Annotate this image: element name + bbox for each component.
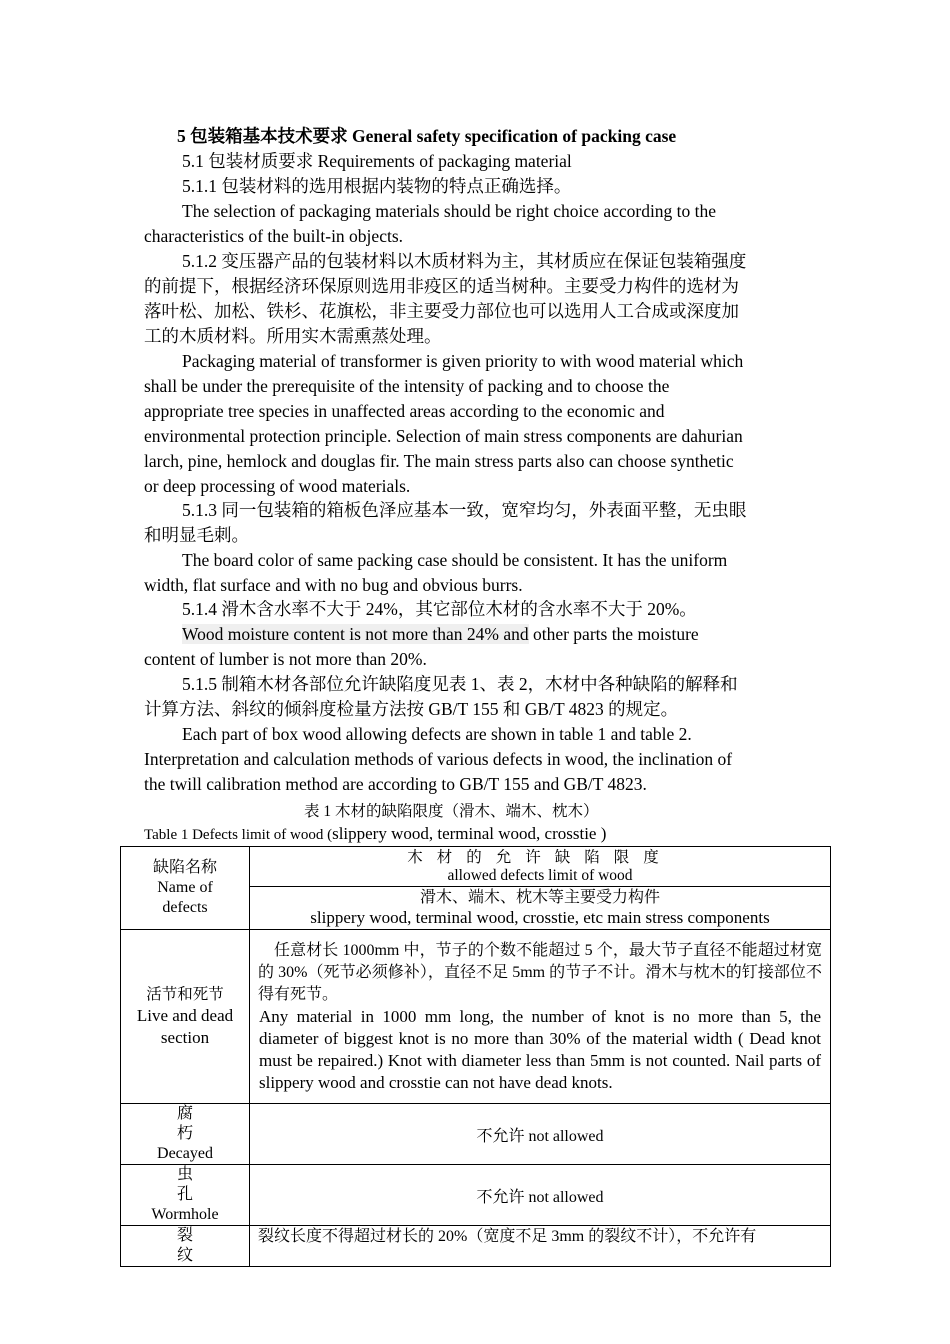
para-5-1-2-en-line: environmental protection principle. Selection of main stress components are dahurian (144, 426, 743, 446)
para-5-1-3-en-line: The board color of same packing case should be consistent. It has the uniform (182, 550, 728, 570)
defect-name-cn: 腐朽 (176, 1105, 235, 1142)
defect-name-cell (121, 1165, 250, 1226)
column-header-defect-name (121, 847, 250, 930)
table-caption-en-part: Table 1 Defects limit of wood ( (144, 827, 333, 843)
header-cn: 木材的允许缺陷限度 (407, 848, 673, 866)
para-5-1-1-en-line: The selection of packaging materials should be right choice according to the (182, 201, 717, 221)
para-5-1-5-en-line: Each part of box wood allowing defects are shown in table 1 and table 2. (182, 724, 692, 744)
defect-name-en: Decayed (157, 1145, 213, 1162)
defect-name-en: Live and dead section (136, 1005, 234, 1047)
defect-name-cn: 裂纹 (176, 1227, 235, 1264)
limit-cn: 裂纹长度不得超过材长的 20%（宽度不足 3mm 的裂纹不计），不允许有 (258, 1228, 757, 1245)
para-5-1-2-cn-line: 5.1.2 变压器产品的包装材料以木质材料为主，其材质应在保证包装箱强度 (182, 251, 747, 271)
column-header-allowed (250, 847, 831, 887)
column-subheader-components (250, 887, 831, 930)
defects-table (120, 846, 831, 1267)
para-5-1-3-en-line: width, flat surface and with no bug and obvious burrs. (144, 575, 523, 595)
para-5-1-5-cn-line: 5.1.5 制箱木材各部位允许缺陷度见表 1、表 2，木材中各种缺陷的解释和 (182, 674, 738, 694)
defect-limit-cell: 不允许 not allowed (250, 1104, 831, 1165)
header-en: allowed defects limit of wood (447, 866, 633, 884)
table-row (121, 1165, 831, 1226)
table-caption-en (144, 824, 606, 844)
para-5-1-1-cn: 5.1.1 包装材料的选用根据内装物的特点正确选择。 (182, 176, 572, 196)
table-caption-en-part: slippery wood, terminal wood, crosstie ) (332, 824, 607, 843)
para-5-1-4-en-line: content of lumber is not more than 20%. (144, 649, 427, 669)
table-row (121, 1226, 831, 1267)
para-5-1-2-cn-line: 落叶松、加松、铁杉、花旗松，非主要受力部位也可以选用人工合成或深度加 (144, 301, 739, 321)
para-5-1-2-en-line: or deep processing of wood materials. (144, 476, 411, 496)
para-5-1-5-en-line: the twill calibration method are according to GB/T 155 and GB/T 4823. (144, 774, 647, 794)
defect-name-cell (121, 1104, 250, 1165)
para-5-1-2-cn-line: 的前提下，根据经济环保原则选用非疫区的适当树种。主要受力构件的选材为 (144, 276, 739, 296)
defect-limit-cell (250, 930, 831, 1104)
defect-name-cell (121, 930, 250, 1104)
table-row (121, 930, 831, 1104)
defect-name-cn: 虫孔 (176, 1166, 235, 1203)
para-5-1-3-cn-line: 5.1.3 同一包装箱的箱板色泽应基本一致，宽窄均匀，外表面平整，无虫眼 (182, 500, 747, 520)
subsection-5-1: 5.1 包装材质要求 Requirements of packaging material (182, 151, 572, 171)
para-5-1-2-cn-line: 工的木质材料。所用实木需熏蒸处理。 (144, 326, 442, 346)
para-5-1-5-en-line: Interpretation and calculation methods of various defects in wood, the inclination of (144, 749, 733, 769)
para-5-1-1-en-line: characteristics of the built-in objects. (144, 226, 404, 246)
header-en: Name of defects (157, 879, 213, 916)
subheader-cn: 滑木、端木、枕木等主要受力构件 (419, 889, 660, 906)
para-5-1-4-en-line (182, 622, 699, 647)
table-row (121, 1104, 831, 1165)
limit-cn: 任意材长 1000mm 中，节子的个数不能超过 5 个，最大节子直径不能超过材宽的 30%（死节必须修补），直径不足 5mm 的节子不计。滑木与枕木的钉接部位不得有死节。 (258, 941, 822, 1003)
defect-limit-cell: 不允许 not allowed (250, 1165, 831, 1226)
para-text: other parts the moisture (528, 624, 699, 644)
defect-name-cell (121, 1226, 250, 1267)
defect-name-en: Wormhole (151, 1206, 219, 1223)
table-caption-cn: 表 1 木材的缺陷限度（滑木、端木、枕木） (304, 803, 599, 820)
para-5-1-2-en-line: appropriate tree species in unaffected areas according to the economic and (144, 401, 665, 421)
para-5-1-2-en-line: shall be under the prerequisite of the intensity of packing and to choose the (144, 376, 670, 396)
para-5-1-5-cn-line: 计算方法、斜纹的倾斜度检量方法按 GB/T 155 和 GB/T 4823 的规定。 (144, 699, 679, 719)
subheader-en: slippery wood, terminal wood, crosstie, etc main stress components (310, 908, 770, 927)
para-5-1-3-cn-line: 和明显毛刺。 (144, 525, 249, 545)
limit-en: Any material in 1000 mm long, the number of knot is no more than 5, the diameter of biggest knot is no more than 30% of the material width ( Dead knot must be repaired.) Knot with diameter less than 5mm is not counted. Nail parts of slippery wood and crosstie can not have dead knots. (259, 1006, 821, 1092)
header-cn: 缺陷名称 (152, 859, 217, 876)
defect-name-cn: 活节和死节 (146, 985, 224, 1003)
section-heading: 5 包装箱基本技术要求 General safety specification of packing case (177, 126, 677, 146)
para-5-1-2-en-line: larch, pine, hemlock and douglas fir. The main stress parts also can choose synthetic (144, 451, 734, 471)
highlighted-text: Wood moisture content is not more than 24% and (182, 624, 529, 644)
para-5-1-4-cn: 5.1.4 滑木含水率不大于 24%，其它部位木材的含水率不大于 20%。 (182, 599, 697, 619)
defect-limit-cell (250, 1226, 831, 1267)
para-5-1-2-en-line: Packaging material of transformer is given priority to with wood material which (182, 351, 744, 371)
